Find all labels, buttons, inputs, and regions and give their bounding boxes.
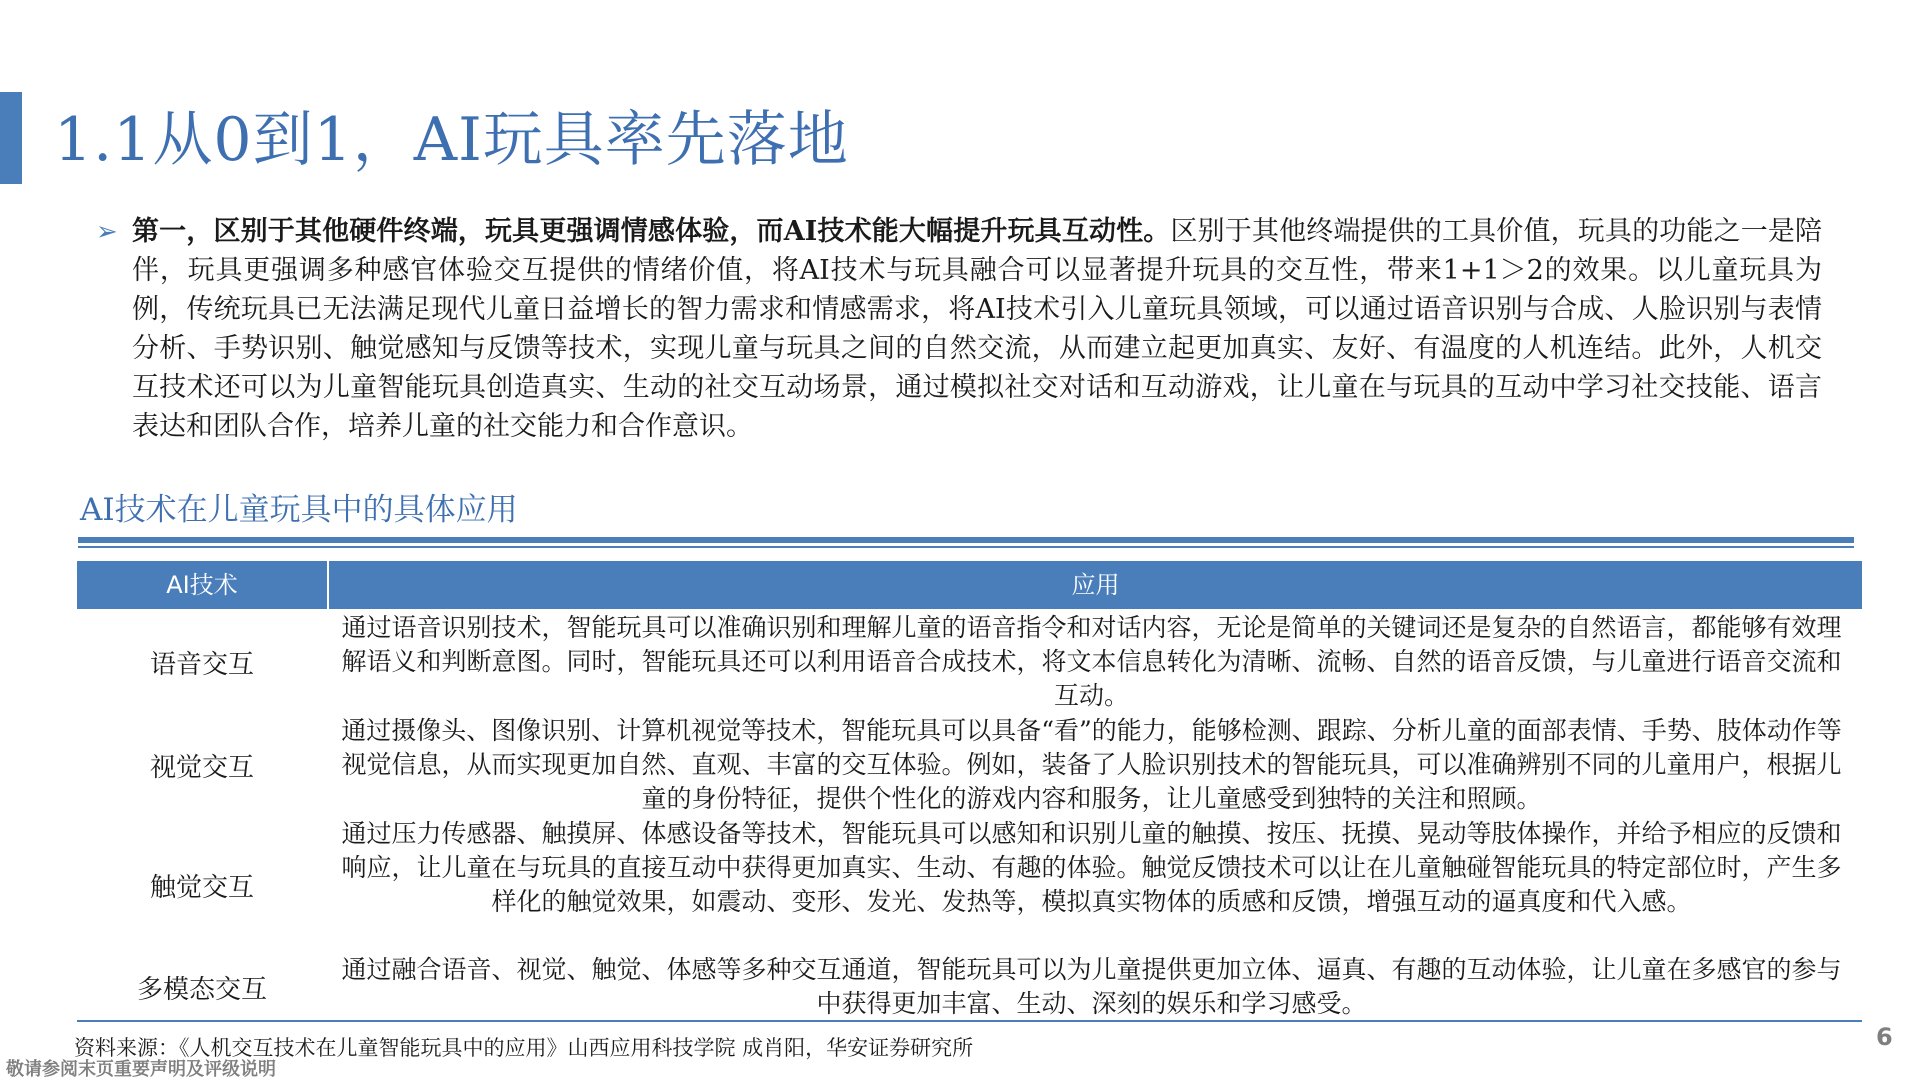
source-note: 资料来源：《人机交互技术在儿童智能玩具中的应用》山西应用科技学院 成肖阳，华安证券研究所 [74, 1036, 974, 1060]
header-application: 应用 [1071, 571, 1120, 599]
row-tech: 多模态交互 [136, 974, 267, 1005]
intro-body: 区别于其他终端提供的工具价值，玩具的功能之一是陪伴，玩具更强调多种感官体验交互提供的情绪价值，将AI技术与玩具融合可以显著提升玩具的交互性，带来1+1＞2的效果。以儿童玩具为例，传统玩具已无法满足现代儿童日益增长的智力需求和情感需求，将AI技术引入儿童玩具领域，可以通过语音识别与合成、人脸识别与表情分析、手势识别、触觉感知与反馈等技术，实现儿童与玩具之间的自然交流，从而建立起更加真实、友好、有温度的人机连结。此外，人机交互技术还可以为儿童智能玩具创造真实、生动的社交互动场景，通过模拟社交对话和互动游戏，让儿童在与玩具的互动中学习社交技能、语言表达和团队合作，培养儿童的社交能力和合作意识。 [132, 216, 1823, 442]
table-row [77, 714, 1862, 817]
table-title-rule-thin [78, 546, 1854, 548]
disclaimer-note: 敬请参阅末页重要声明及评级说明 [6, 1059, 276, 1080]
table-row [77, 611, 1862, 714]
row-tech: 语音交互 [149, 650, 254, 680]
table-header [77, 561, 1862, 609]
table-row [77, 817, 1862, 953]
row-application: 通过摄像头、图像识别、计算机视觉等技术，智能玩具可以具备“看”的能力，能够检测、跟踪、分析儿童的面部表情、手势、肢体动作等视觉信息，从而实现更加自然、直观、丰富的交互体验。例如，装备了人脸识别技术的智能玩具，可以准确辨别不同的儿童用户，根据儿童的身份特征，提供个性化的游戏内容和服务，让儿童感受到独特的关注和照顾。 [341, 716, 1842, 813]
table-title: AI技术在儿童玩具中的具体应用 [80, 492, 518, 528]
row-application: 通过语音识别技术，智能玩具可以准确识别和理解儿童的语音指令和对话内容，无论是简单的关键词还是复杂的自然语言，都能够有效理解语义和判断意图。同时，智能玩具还可以利用语音合成技术，将文本信息转化为清晰、流畅、自然的语音反馈，与儿童进行语音交流和互动。 [341, 613, 1842, 710]
table-bottom-rule [77, 1020, 1862, 1022]
arrow-right-icon: ➢ [96, 217, 118, 247]
page-title: 1.1从0到1，AI玩具率先落地 [54, 105, 849, 175]
row-tech: 触觉交互 [149, 872, 254, 903]
page-number: 6 [1876, 1023, 1893, 1051]
table-title-rule [78, 537, 1854, 543]
intro-paragraph [132, 212, 1822, 446]
intro-bold-lead: 第一，区别于其他硬件终端，玩具更强调情感体验，而AI技术能大幅提升玩具互动性。 [132, 216, 1171, 247]
row-application: 通过压力传感器、触摸屏、体感设备等技术，智能玩具可以感知和识别儿童的触摸、按压、抚摸、晃动等肢体操作，并给予相应的反馈和响应，让儿童在与玩具的直接互动中获得更加真实、生动、有趣的体验。触觉反馈技术可以让在儿童触碰智能玩具的特定部位时，产生多样化的触觉效果，如震动、变形、发光、发热等，模拟真实物体的质感和反馈，增强互动的逼真度和代入感。 [341, 819, 1842, 916]
row-tech: 视觉交互 [149, 753, 254, 783]
row-application: 通过融合语音、视觉、触觉、体感等多种交互通道，智能玩具可以为儿童提供更加立体、逼真、有趣的互动体验，让儿童在多感官的参与中获得更加丰富、生动、深刻的娱乐和学习感受。 [341, 955, 1842, 1018]
table-row [77, 953, 1862, 1021]
title-accent-bar [0, 92, 22, 184]
header-ai-tech: AI技术 [166, 571, 238, 599]
